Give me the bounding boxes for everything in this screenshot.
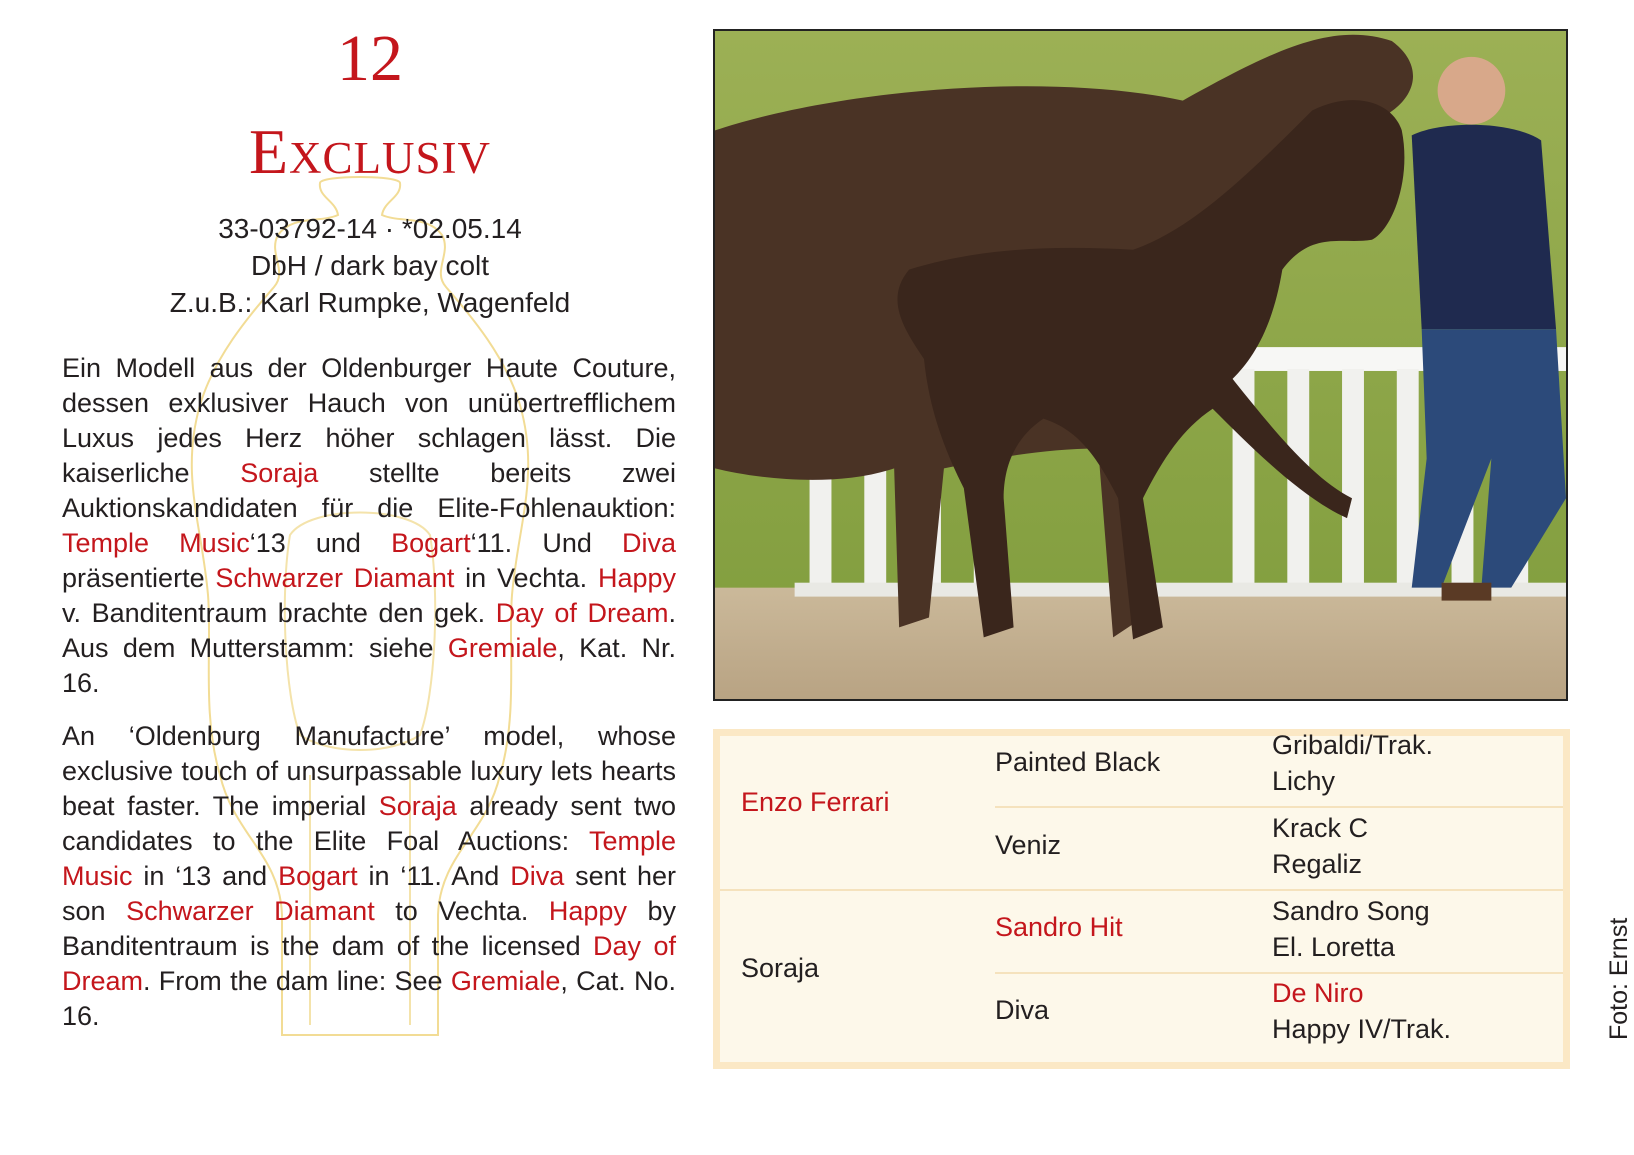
ss-sire: Gribaldi/Trak.	[1272, 730, 1434, 760]
highlight-name: Happy	[548, 896, 627, 926]
text-segment: already sent two candidates to the Elite Foal Auctions:	[62, 791, 676, 856]
text-segment: ‘13 und	[249, 528, 392, 558]
highlight-name: Soraja	[240, 458, 319, 488]
highlight-name: Diva	[622, 528, 677, 558]
photo-credit: Foto: Ernst	[1605, 917, 1633, 1040]
text-segment: to Vechta.	[374, 896, 549, 926]
text-segment: in ‘13 and	[132, 861, 279, 891]
ss-dam: Lichy	[1272, 766, 1336, 796]
sd-sire: Krack C	[1272, 813, 1369, 843]
lot-number: 12	[337, 22, 403, 95]
highlight-name: Diva	[510, 861, 565, 891]
highlight-name: Soraja	[378, 791, 457, 821]
pedigree-divider	[995, 806, 1563, 808]
text-segment: sent her son	[62, 861, 677, 926]
sire-sire: Painted Black	[995, 747, 1161, 777]
english-text	[62, 719, 676, 1034]
pedigree-divider	[720, 889, 1563, 891]
highlight-name: Bogart	[278, 861, 358, 891]
dam: Soraja	[741, 953, 820, 983]
sd-dam: Regaliz	[1272, 849, 1363, 879]
text-segment: ‘11. Und	[470, 528, 622, 558]
text-segment: in Vechta.	[454, 563, 598, 593]
sire: Enzo Ferrari	[741, 787, 890, 817]
dd-sire: De Niro	[1272, 978, 1364, 1008]
text-segment: präsentierte	[62, 563, 216, 593]
text-segment: in ‘11. And	[357, 861, 511, 891]
text-segment: stellte bereits zwei Auktionskandidaten für die Elite-Fohlenauktion:	[62, 458, 676, 523]
text-segment: . From the dam line: See	[143, 966, 451, 996]
text-segment: An ‘Oldenburg Manufacture’ model, whose exclusive touch of unsurpassable luxury lets hearts beat faster. The imperial	[62, 721, 676, 821]
highlight-name: Schwarzer Diamant	[215, 563, 455, 593]
text-segment: , Cat. No. 16.	[62, 966, 676, 1031]
pedigree-table	[713, 729, 1570, 1069]
german-text	[62, 351, 676, 701]
sire-dam: Veniz	[995, 830, 1062, 860]
breeder-line: Z.u.B.: Karl Rumpke, Wagenfeld	[169, 287, 571, 318]
ds-sire: Sandro Song	[1272, 896, 1430, 926]
description-line: DbH / dark bay colt	[250, 250, 490, 281]
horse-name: Exclusiv	[248, 116, 492, 187]
registration-line: 33-03792-14 · *02.05.14	[218, 213, 522, 244]
text-segment: by Banditentraum is the dam of the licensed	[62, 896, 677, 961]
highlight-name: Day of Dream	[495, 598, 669, 628]
highlight-name: Gremiale	[450, 966, 561, 996]
dd-dam: Happy IV/Trak.	[1272, 1014, 1452, 1044]
highlight-name: Bogart	[391, 528, 471, 558]
text-segment: Ein Modell aus der Oldenburger Haute Couture, dessen exklusiver Hauch von unübertrefflichem Luxus jedes Herz höher schlagen lässt. Die kaiserliche	[62, 353, 676, 488]
highlight-name: Day of Dream	[62, 931, 676, 996]
highlight-name: Schwarzer Diamant	[126, 896, 375, 926]
dam-dam: Diva	[995, 995, 1050, 1025]
lot-meta	[0, 210, 740, 321]
highlight-name: Temple Music	[62, 826, 676, 891]
text-segment: v. Banditentraum brachte den gek.	[62, 598, 496, 628]
pedigree-divider	[995, 972, 1563, 974]
dam-sire: Sandro Hit	[995, 912, 1123, 942]
text-segment: . Aus dem Mutterstamm: siehe	[62, 598, 676, 663]
highlight-name: Gremiale	[447, 633, 558, 663]
photo-illustration	[715, 31, 1566, 699]
horse-photo	[713, 29, 1568, 701]
highlight-name: Happy	[597, 563, 676, 593]
highlight-name: Temple Music	[62, 528, 250, 558]
text-segment: , Kat. Nr. 16.	[62, 633, 676, 698]
ds-dam: El. Loretta	[1272, 932, 1396, 962]
